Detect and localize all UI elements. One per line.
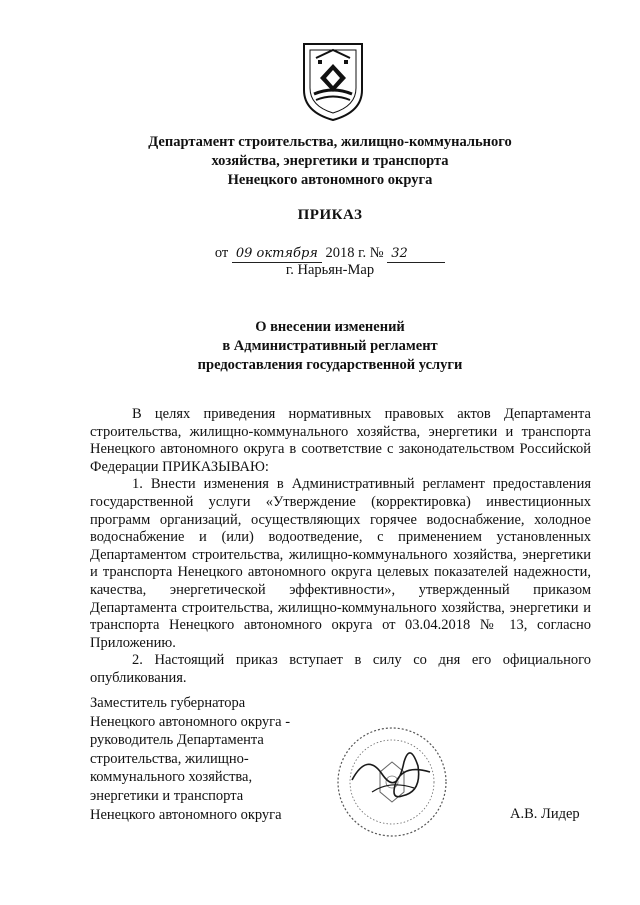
signature-line: коммунального хозяйства, [90, 769, 253, 786]
official-seal-icon [332, 722, 452, 842]
signature-line: строительства, жилищно- [90, 750, 249, 767]
signature-line: руководитель Департамента [90, 732, 264, 749]
handwritten-signature-icon [352, 753, 430, 797]
signature-line: Заместитель губернатора [90, 695, 246, 711]
header-line: хозяйства, энергетики и транспорта [211, 153, 449, 169]
subject-line: О внесении изменений [255, 319, 405, 335]
body-paragraph: 1. Внести изменения в Административный регламент предоставления государственной услуги «Утверждение (корректировка) инвестиционных программ организаций, осуществляющих горячее водоснабжение, холодное водоснабжение и (или) водоотведение, с применением установленных Департаментом строительства, жилищно-коммунального хозяйства, энергетики и транспорта Ненецкого автономного округа целевых показателей надежности, качества, энергетической эффективности», утвержденный приказом Департамента строительства, жилищно-коммунального хозяйства, энергетики и транспорта Ненецкого автономного округа от 03.04.2018 № 13, согласно Приложению. [90, 476, 591, 651]
body-paragraph: В целях приведения нормативных правовых актов Департамента строительства, жилищно-коммунального хозяйства, энергетики и транспорта Ненецкого автономного округа в соответствие с законодательством Российской Федерации ПРИКАЗЫВАЮ: [90, 406, 591, 475]
city: г. Нарьян-Мар [285, 262, 375, 278]
order-body [90, 406, 591, 688]
body-paragraph: 2. Настоящий приказ вступает в силу со дня его официального опубликования. [90, 652, 591, 686]
order-title: ПРИКАЗ [297, 207, 363, 223]
subject-line: предоставления государственной услуги [197, 357, 463, 373]
order-date-line [60, 244, 600, 263]
signer-name: А.В. Лидер [510, 806, 580, 822]
subject-line: в Административный регламент [222, 338, 438, 354]
signature-line: Ненецкого автономного округа - [90, 713, 291, 730]
department-header [60, 133, 600, 190]
signature-block [90, 694, 350, 824]
coat-of-arms-emblem [302, 40, 364, 122]
date-year-number-label: 2018 г. № [325, 245, 384, 261]
signature-line: энергетики и транспорта [90, 787, 244, 804]
handwritten-order-number: 32 [387, 246, 445, 263]
signature-line: Ненецкого автономного округа [90, 806, 282, 823]
header-line: Ненецкого автономного округа [227, 172, 433, 188]
order-subject [60, 318, 600, 375]
header-line: Департамент строительства, жилищно-коммунального [148, 134, 512, 150]
handwritten-date: 09 октября [232, 246, 322, 263]
date-prefix: от [214, 245, 229, 261]
